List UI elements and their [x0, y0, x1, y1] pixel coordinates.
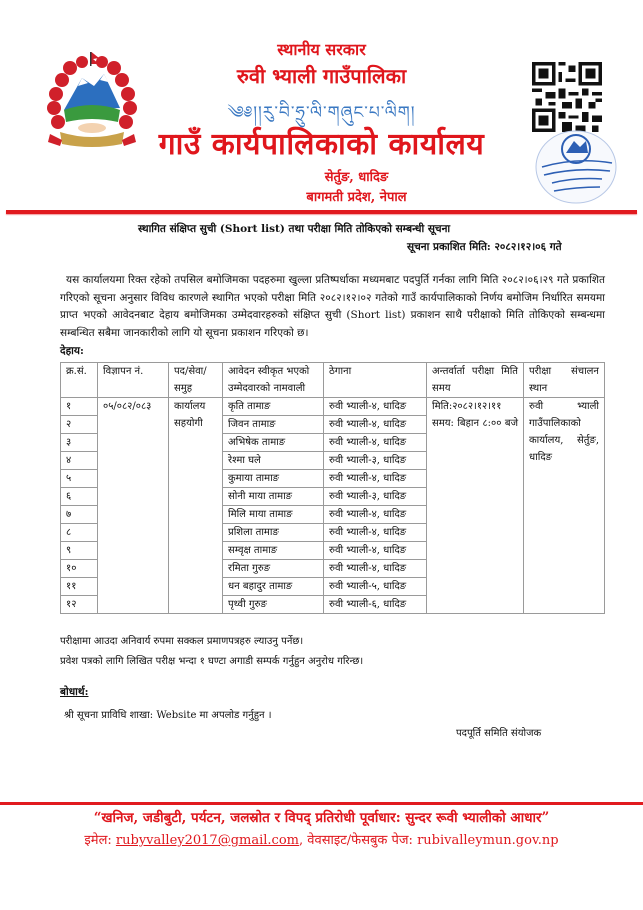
cell-serial: १० [61, 560, 98, 578]
cell-address: रुवी भ्याली-४, धादिङ [324, 416, 427, 434]
office-title: गाउँ कार्यपालिकाको कार्यालय [158, 127, 485, 162]
cell-name: सोनी माया तामाङ [223, 488, 324, 506]
cell-serial: ११ [61, 578, 98, 596]
tibetan-script-line: ༄༅།།རུ་བི་ཧྲུ་ལི་གཞུང་པ་ལིག། [227, 103, 416, 123]
cell-address: रुवी भ्याली-३, धादिङ [324, 488, 427, 506]
cc-heading: बोधार्थ: [60, 686, 89, 698]
footer-divider [0, 802, 643, 805]
cell-address: रुवी भ्याली-४, धादिङ [324, 470, 427, 488]
cell-serial: ९ [61, 542, 98, 560]
cell-serial: ४ [61, 452, 98, 470]
office-address-line1: सेर्तुङ, धादिङ [324, 170, 389, 185]
cell-serial: ५ [61, 470, 98, 488]
cell-ad-number: ०५/०८२/०८३ [98, 398, 169, 614]
municipality-name: रुवी भ्याली गाउँपालिका [236, 64, 407, 88]
cell-address: रुवी भ्याली-६, धादिङ [324, 596, 427, 614]
cell-address: रुवी भ्याली-५, धादिङ [324, 578, 427, 596]
website-link[interactable]: rubivalleymun.gov.np [417, 833, 559, 848]
header-divider [6, 210, 637, 214]
dehaya-label: देहाय: [60, 345, 84, 357]
cell-serial: ६ [61, 488, 98, 506]
cell-serial: १२ [61, 596, 98, 614]
cell-name: रमिता गुरुङ [223, 560, 324, 578]
cell-serial: ३ [61, 434, 98, 452]
signatory: पदपूर्ति समिति संयोजक [456, 728, 542, 739]
notice-title: स्थागित संक्षिप्त सुची (Short list) तथा परीक्षा मिति तोकिएको सम्बन्धी सूचना [138, 223, 451, 235]
cell-serial: ८ [61, 524, 98, 542]
cell-position: कार्यालय सहयोगी [169, 398, 223, 614]
notice-body [60, 272, 605, 342]
website-label: , वेवसाइट/फेसबुक पेज: [298, 833, 418, 848]
col-position: पद/सेवा/ समुह [169, 363, 223, 398]
cell-name: मिलि माया तामाङ [223, 506, 324, 524]
cell-serial: १ [61, 398, 98, 416]
cell-serial: ७ [61, 506, 98, 524]
local-government-label: स्थानीय सरकार [277, 40, 366, 59]
col-ad-number: विज्ञापन नं. [98, 363, 169, 398]
cc-item: श्री सूचना प्राविधि शाखा: Website मा अपलोड गर्नुहुन । [64, 710, 272, 721]
cell-name: पृथ्वी गुरुङ [223, 596, 324, 614]
footer-motto: “खनिज, जडीबुटी, पर्यटन, जलस्रोत र विपद् प्रतिरोधी पूर्वाधार: सुन्दर रूवी भ्यालीको आधार” [93, 810, 550, 826]
col-serial: क्र.सं. [61, 363, 98, 398]
cell-address: रुवी भ्याली-४, धादिङ [324, 434, 427, 452]
table-header-row [61, 363, 605, 398]
cell-address: रुवी भ्याली-४, धादिङ [324, 542, 427, 560]
email-label: इमेल: [84, 833, 116, 848]
email-link[interactable]: rubyvalley2017@gmail.com [115, 833, 299, 848]
cell-name: जिवन तामाङ [223, 416, 324, 434]
table-row [61, 398, 605, 416]
cell-name: प्रशिला तामाङ [223, 524, 324, 542]
cell-address: रुवी भ्याली-४, धादिङ [324, 506, 427, 524]
note-admit-card: प्रवेश पत्रको लागि लिखित परीक्ष भन्दा १ घण्टा अगाडी सम्पर्क गर्नुहुन अनुरोध गरिन्छ। [60, 656, 364, 667]
cell-exam-time: मिति:२०८२।१२।११ समय: बिहान ८:०० बजे [427, 398, 524, 614]
cell-name: रेश्मा घले [223, 452, 324, 470]
cell-name: अभिषेक तामाङ [223, 434, 324, 452]
cell-name: धन बहादुर तामाङ [223, 578, 324, 596]
cell-address: रुवी भ्याली-४, धादिङ [324, 398, 427, 416]
cell-name: कुमाया तामाङ [223, 470, 324, 488]
shortlist-table [60, 362, 605, 614]
col-address: ठेगाना [324, 363, 427, 398]
col-candidate-name: आवेदन स्वीकृत भएको उम्मेदवारको नामवाली [223, 363, 324, 398]
note-certificates: परीक्षामा आउदा अनिवार्य रुपमा सक्कल प्रमाणपत्रहरु ल्याउनु पर्नेछ। [60, 636, 304, 647]
footer-contact [0, 830, 643, 848]
cell-exam-venue: रुवी भ्याली गाउँपालिकाको कार्यालय, सेर्तुङ, धादिङ [524, 398, 605, 614]
published-date: सूचना प्रकाशित मिति: २०८२।१२।०६ गते [407, 241, 562, 253]
cell-serial: २ [61, 416, 98, 434]
office-address-line2: बागमती प्रदेश, नेपाल [306, 190, 407, 205]
cell-name: कृति तामाङ [223, 398, 324, 416]
cell-address: रुवी भ्याली-४, धादिङ [324, 524, 427, 542]
cell-name: सम्वृक्ष तामाङ [223, 542, 324, 560]
cell-address: रुवी भ्याली-४, धादिङ [324, 560, 427, 578]
cell-address: रुवी भ्याली-३, धादिङ [324, 452, 427, 470]
col-exam-venue: परीक्षा संचालन स्थान [524, 363, 605, 398]
notice-body-text: यस कार्यालयमा रिक्त रहेको तपसिल बमोजिमका पदहरुमा खुल्ला प्रतिष्पर्धाका मध्यमबाट पदपुर्ति गर्नका लागि मिति २०८२।०६।२९ गते प्रकाशित गरिएको सूचना अनुसार विविध कारणले स्थागित भएको परीक्षा मिति २०८२।१२।०२ गतेको गाउँ कार्यपालिकाको निर्णय बमोजिम निर्धारित समयमा प्राप्त भएको आवेदनबाट देहाय बमोजिमका उम्मेदवारहरुको संक्षिप्त सुची (Short list) प्रकाशन साथै परीक्षाको मिति तोकिएको सम्बन्धमा सम्बन्धित सबैमा जानकारीको लागि यो सूचना प्रकाशन गरिएको छ। [60, 274, 605, 339]
col-exam-time: अन्तर्वार्ता परीक्षा मिति समय [427, 363, 524, 398]
